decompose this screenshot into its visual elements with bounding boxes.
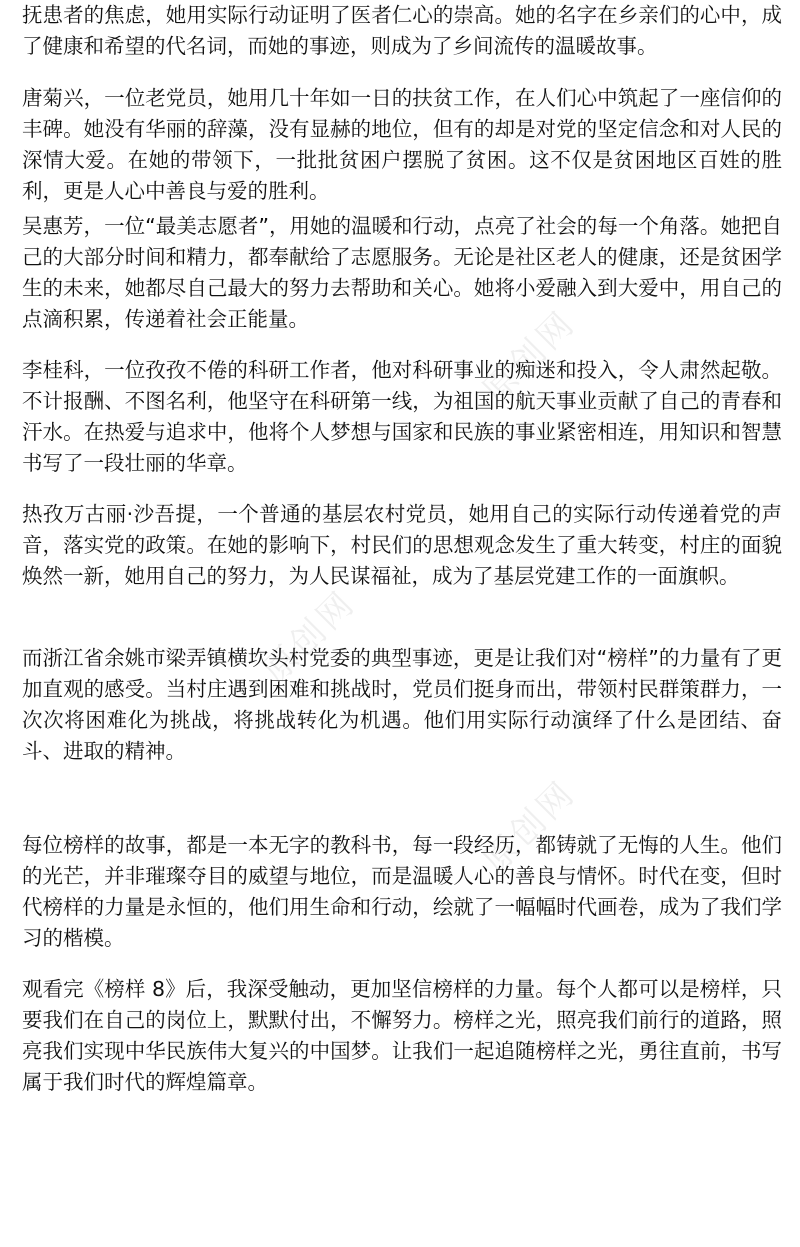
watermark: 原创网 bbox=[255, 582, 364, 692]
watermark: 原创网 bbox=[475, 302, 584, 412]
paragraph-tang-juxing: 唐菊兴，一位老党员，她用几十年如一日的扶贫工作，在人们心中筑起了一座信仰的丰碑。她没有华丽的辞藻，没有显赫的地位，但有的却是对党的坚定信念和对人民的深情大爱。在她的带领下，一批批贫困户摆脱了贫困。这不仅是贫困地区百姓的胜利，更是人心中善良与爱的胜利。 bbox=[22, 86, 782, 203]
paragraph-continuation: 抚患者的焦虑，她用实际行动证明了医者仁心的崇高。她的名字在乡亲们的心中，成了健康和希望的代名词，而她的事迹，则成为了乡间流传的温暖故事。 bbox=[22, 3, 782, 58]
paragraph-rezwangul-sawut: 热孜万古丽·沙吾提，一个普通的基层农村党员，她用自己的实际行动传递着党的声音，落实党的政策。在她的影响下，村民们的思想观念发生了重大转变，村庄的面貌焕然一新，她用自己的努力，为人民谋福祉，成为了基层党建工作的一面旗帜。 bbox=[22, 502, 782, 588]
paragraph-li-guike: 李桂科，一位孜孜不倦的科研工作者，他对科研事业的痴迷和投入，令人肃然起敬。不计报酬、不图名利，他坚守在科研第一线，为祖国的航天事业贡献了自己的青春和汗水。在热爱与追求中，他将个人梦想与国家和民族的事业紧密相连，用知识和智慧书写了一段壮丽的华章。 bbox=[22, 358, 782, 475]
paragraph-hengkantou-village: 而浙江省余姚市梁弄镇横坎头村党委的典型事迹，更是让我们对“榜样”的力量有了更加直观的感受。当村庄遇到困难和挑战时，党员们挺身而出，带领村民群策群力，一次次将困难化为挑战，将挑战转化为机遇。他们用实际行动演绎了什么是团结、奋斗、进取的精神。 bbox=[22, 646, 782, 763]
watermark: 原创网 bbox=[475, 772, 584, 882]
paragraph-wu-huifang: 吴惠芳，一位“最美志愿者”，用她的温暖和行动，点亮了社会的每一个角落。她把自己的大部分时间和精力，都奉献给了志愿服务。无论是社区老人的健康，还是贫困学生的未来，她都尽自己最大的努力去帮助和关心。她将小爱融入到大爱中，用自己的点滴积累，传递着社会正能量。 bbox=[22, 214, 782, 331]
paragraph-conclusion: 观看完《榜样 8》后，我深受触动，更加坚信榜样的力量。每个人都可以是榜样，只要我们在自己的岗位上，默默付出，不懈努力。榜样之光，照亮我们前行的道路，照亮我们实现中华民族伟大复兴的中国梦。让我们一起追随榜样之光，勇往直前，书写属于我们时代的辉煌篇章。 bbox=[22, 977, 782, 1094]
paragraph-role-models-story: 每位榜样的故事，都是一本无字的教科书，每一段经历，都铸就了无悔的人生。他们的光芒，并非璀璨夺目的威望与地位，而是温暖人心的善良与情怀。时代在变，但时代榜样的力量是永恒的，他们用生命和行动，绘就了一幅幅时代画卷，成为了我们学习的楷模。 bbox=[22, 833, 782, 950]
